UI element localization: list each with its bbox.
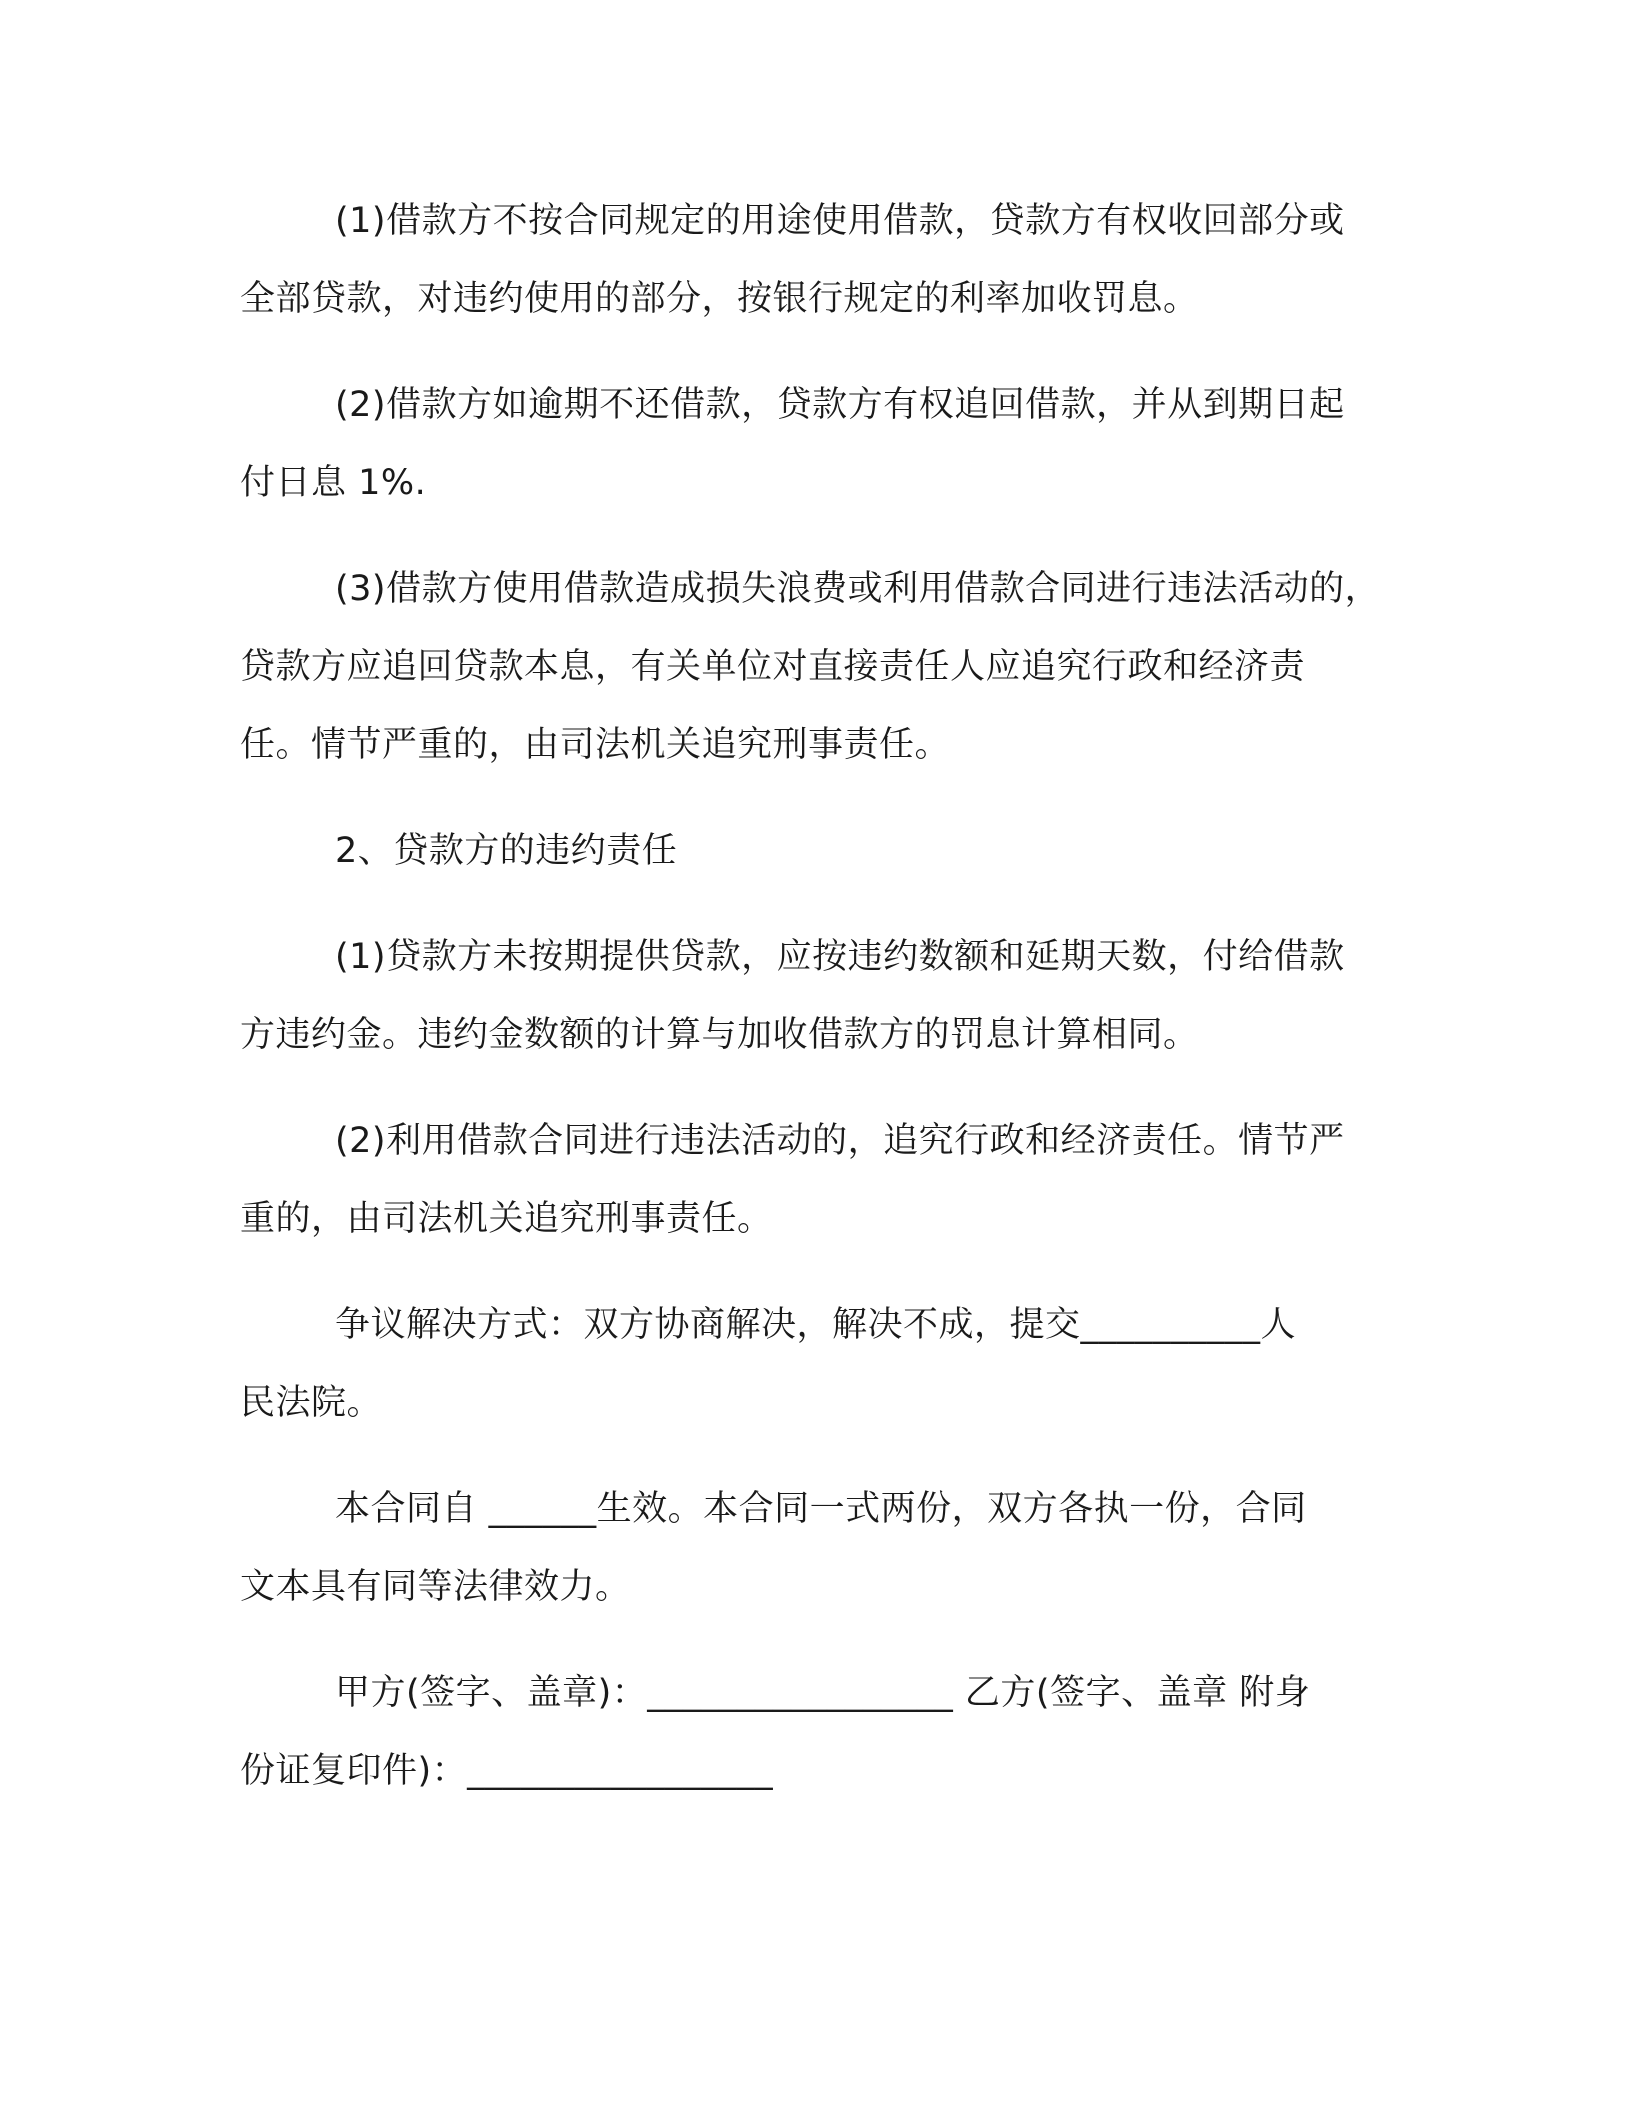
text-line: 任。情节严重的，由司法机关追究刑事责任。: [240, 725, 951, 765]
document-body: [240, 182, 1410, 1838]
text-line: 重的，由司法机关追究刑事责任。: [240, 1199, 773, 1239]
text-line: 本合同自 ______生效。本合同一式两份，双方各执一份，合同: [335, 1489, 1307, 1529]
text-line: 贷款方应追回贷款本息，有关单位对直接责任人应追究行政和经济责: [240, 647, 1306, 687]
text-line: 争议解决方式：双方协商解决，解决不成，提交__________人: [335, 1305, 1297, 1345]
paragraph-lender-illegal: [240, 1102, 1410, 1258]
text-line: 民法院。: [240, 1383, 383, 1423]
text-line: 全部贷款，对违约使用的部分，按银行规定的利率加收罚息。: [240, 279, 1199, 319]
paragraph-dispute-resolution: [240, 1286, 1410, 1442]
paragraph-signatures: [240, 1654, 1410, 1810]
paragraph-borrower-misuse: [240, 182, 1410, 338]
text-line: (2)利用借款合同进行违法活动的，追究行政和经济责任。情节严: [335, 1121, 1345, 1161]
text-line: (2)借款方如逾期不还借款，贷款方有权追回借款，并从到期日起: [335, 385, 1345, 425]
text-line: 份证复印件)：_________________: [240, 1751, 774, 1791]
paragraph-effective-date: [240, 1470, 1410, 1626]
section-heading-lender-liability: [240, 812, 1410, 890]
text-line: 文本具有同等法律效力。: [240, 1567, 631, 1607]
text-line: 方违约金。违约金数额的计算与加收借款方的罚息计算相同。: [240, 1015, 1199, 1055]
text-line: (1)借款方不按合同规定的用途使用借款，贷款方有权收回部分或: [335, 201, 1345, 241]
paragraph-borrower-overdue: [240, 366, 1410, 522]
text-line: (3)借款方使用借款造成损失浪费或利用借款合同进行违法活动的，: [335, 569, 1381, 609]
text-line: 付日息 1%.: [240, 463, 427, 503]
paragraph-borrower-illegal: [240, 550, 1410, 784]
text-line: 甲方(签字、盖章)：_________________ 乙方(签字、盖章 附身: [335, 1673, 1311, 1713]
text-line: 2、贷款方的违约责任: [335, 831, 678, 871]
text-line: (1)贷款方未按期提供贷款，应按违约数额和延期天数，付给借款: [335, 937, 1345, 977]
paragraph-lender-delay: [240, 918, 1410, 1074]
